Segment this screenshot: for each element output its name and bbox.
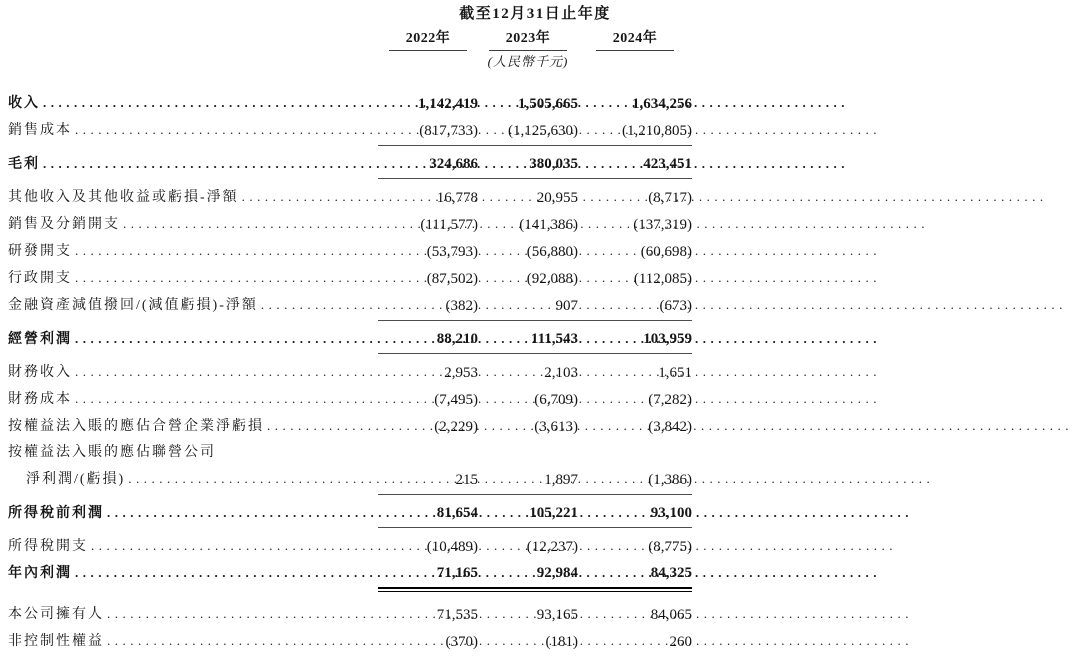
period-title-row: [8, 4, 692, 29]
column-header-2024: [578, 29, 692, 51]
label-cell: [8, 629, 378, 656]
row-label: 非控制性權益: [8, 634, 104, 649]
row-label: 所得稅開支: [8, 539, 88, 554]
table-row: [8, 629, 692, 656]
table-row: [8, 118, 692, 145]
value-cell-2022: (87,502): [426, 271, 478, 287]
label-cell: [8, 293, 378, 320]
value-cell-2024: 84,325: [578, 561, 692, 588]
value-cell-2024: 1,634,256: [632, 96, 693, 112]
value-cell-2022: 1,142,419: [418, 96, 478, 112]
table-row: [8, 602, 692, 629]
table-row: [8, 387, 692, 414]
value-cell-2024: 423,451: [578, 152, 692, 179]
label-cell: [8, 501, 378, 528]
value-cell-2023: [478, 441, 578, 467]
value-cell-2024: (1,386): [578, 467, 692, 494]
table-row: [8, 239, 692, 266]
year-label: 2022年: [389, 31, 467, 51]
value-cell-2022: 215: [378, 467, 478, 494]
value-cell-2023: 93,165: [536, 607, 578, 623]
table-row: [8, 414, 692, 441]
table-row: [8, 534, 692, 561]
value-cell-2024: 93,100: [578, 501, 692, 528]
dot-leader: [91, 538, 897, 554]
income-statement-table: [8, 4, 692, 656]
table-row: [8, 467, 692, 494]
row-label: 按權益法入賬的應佔合營企業淨虧損: [8, 419, 264, 434]
value-cell-2022: 2,953: [444, 365, 478, 381]
value-cell-2022: 324,686: [378, 152, 478, 179]
column-header-2022: [378, 29, 478, 51]
row-label: 金融資產減值撥回/(減值虧損)-淨額: [8, 298, 258, 313]
value-cell-2022: (370): [445, 634, 478, 650]
value-cell-2023: 1,505,665: [518, 96, 578, 112]
value-cell-2023: 380,035: [478, 152, 578, 179]
row-label: 銷售及分銷開支: [8, 217, 120, 232]
dot-leader: [75, 391, 881, 407]
value-cell-2022: (2,229): [434, 419, 478, 435]
value-cell-2022: 88,210: [378, 327, 478, 354]
value-cell-2022: 16,778: [436, 190, 478, 206]
row-label: 按權益法入賬的應佔聯營公司: [8, 445, 216, 460]
label-cell: [8, 414, 378, 441]
value-cell-2024: 84,065: [650, 607, 693, 623]
value-cell-2023: (12,237): [526, 539, 578, 555]
value-cell-2024: (8,717): [648, 190, 693, 206]
dot-leader: [75, 270, 881, 286]
table-row: [8, 327, 692, 354]
value-cell-2024: (60,698): [640, 244, 693, 260]
header-gap: [8, 70, 692, 91]
dot-leader: [107, 505, 913, 521]
year-label: 2023年: [489, 31, 567, 51]
row-label: 收入: [8, 96, 40, 111]
dot-leader: [75, 331, 881, 347]
value-cell-2024: (1,210,805): [578, 118, 692, 145]
value-cell-2023: 105,221: [478, 501, 578, 528]
table-row: [8, 212, 692, 239]
dot-leader: [107, 633, 913, 649]
value-cell-2022: (7,495): [434, 392, 478, 408]
label-cell: [8, 185, 378, 212]
value-cell-2023: 20,955: [536, 190, 578, 206]
value-cell-2024: 103,959: [578, 327, 692, 354]
label-cell: [8, 212, 378, 239]
row-label: 本公司擁有人: [8, 607, 104, 622]
dot-leader: [75, 122, 881, 138]
label-cell: [8, 118, 378, 145]
row-label: 研發開支: [8, 244, 72, 259]
value-cell-2023: 111,543: [478, 327, 578, 354]
row-label: 其他收入及其他收益或虧損-淨額: [8, 190, 239, 205]
value-cell-2022: (382): [378, 293, 478, 320]
label-cell: [8, 266, 378, 293]
currency-unit-note: (人民幣千元): [487, 54, 569, 69]
value-cell-2024: 1,651: [658, 365, 693, 381]
value-cell-2023: (1,125,630): [478, 118, 578, 145]
table-row: [8, 293, 692, 320]
value-cell-2022: 71,535: [436, 607, 478, 623]
row-label: 毛利: [8, 156, 40, 172]
label-cell: [8, 327, 378, 354]
value-cell-2023: (3,613): [534, 419, 578, 435]
row-label: 所得稅前利潤: [8, 505, 104, 521]
value-cell-2023: (56,880): [526, 244, 578, 260]
value-cell-2023: 92,984: [478, 561, 578, 588]
label-cell: [8, 152, 378, 179]
table-row: [8, 266, 692, 293]
label-cell: [8, 467, 378, 494]
row-label: 經營利潤: [8, 331, 72, 347]
period-title: 截至12月31日止年度: [459, 6, 611, 22]
currency-unit-row: [8, 51, 692, 70]
label-cell: [8, 534, 378, 561]
value-cell-2023: 907: [478, 293, 578, 320]
year-header-row: [8, 29, 692, 51]
label-cell: [8, 239, 378, 266]
table-row: [8, 360, 692, 387]
value-cell-2023: 1,897: [478, 467, 578, 494]
value-cell-2022: (53,793): [426, 244, 478, 260]
value-cell-2024: (673): [578, 293, 692, 320]
value-cell-2023: (92,088): [526, 271, 578, 287]
table-header: [8, 4, 692, 91]
label-cell: [8, 360, 378, 387]
row-label: 淨利潤/(虧損): [26, 472, 126, 487]
value-cell-2024: 260: [669, 634, 693, 650]
table-row: [8, 561, 692, 588]
value-cell-2022: [378, 441, 478, 467]
table-row: [8, 152, 692, 179]
value-cell-2024: (7,282): [648, 392, 693, 408]
dot-leader: [242, 189, 1048, 205]
dot-leader: [75, 243, 881, 259]
value-cell-2022: (10,489): [426, 539, 478, 555]
value-cell-2024: (8,775): [648, 539, 693, 555]
value-cell-2022: (817,733): [378, 118, 478, 145]
value-cell-2024: [578, 441, 692, 467]
label-cell: [8, 561, 378, 588]
value-cell-2023: (141,386): [519, 217, 578, 233]
value-cell-2023: (6,709): [534, 392, 578, 408]
value-cell-2022: 81,654: [378, 501, 478, 528]
value-cell-2023: (181): [545, 634, 578, 650]
value-cell-2024: (137,319): [633, 217, 693, 233]
row-label: 年內利潤: [8, 566, 72, 581]
row-label: 行政開支: [8, 271, 72, 286]
dot-leader: [75, 364, 881, 380]
row-label: 財務成本: [8, 392, 72, 407]
table-row: [8, 501, 692, 528]
label-cell: [8, 441, 378, 467]
value-cell-2024: (3,842): [648, 419, 693, 435]
row-label: 財務收入: [8, 365, 72, 380]
column-header-2023: [478, 29, 578, 51]
table-row: [8, 441, 692, 467]
value-cell-2022: (111,577): [420, 217, 478, 233]
value-cell-2022: 71,165: [378, 561, 478, 588]
row-label: 銷售成本: [8, 123, 72, 138]
label-cell: [8, 91, 378, 118]
year-label: 2024年: [596, 31, 674, 51]
dot-leader: [128, 471, 934, 487]
value-cell-2024: (112,085): [633, 271, 693, 287]
label-cell: [8, 602, 378, 629]
dot-leader: [107, 606, 913, 622]
table-body: [8, 91, 692, 656]
label-cell: [8, 387, 378, 414]
table-row: [8, 91, 692, 118]
table-row: [8, 185, 692, 212]
value-cell-2023: 2,103: [544, 365, 578, 381]
